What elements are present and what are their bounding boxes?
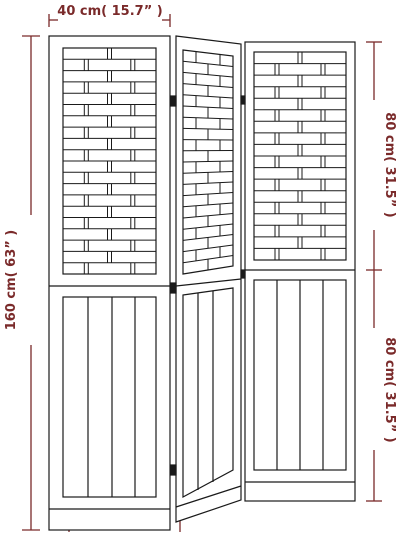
room-divider bbox=[49, 36, 355, 530]
upper-height-label: 80 cm( 31.5” ) bbox=[382, 112, 397, 218]
width-label: 40 cm( 15.7” ) bbox=[57, 4, 163, 19]
hinge-icon bbox=[171, 283, 176, 293]
panel-left bbox=[49, 36, 170, 530]
panel-right bbox=[245, 42, 355, 501]
hinge-icon bbox=[241, 96, 245, 104]
panel-middle-board-area bbox=[183, 288, 233, 497]
hinge-icon bbox=[241, 270, 245, 278]
hinge-icon bbox=[171, 96, 176, 106]
total-height-label: 160 cm( 63” ) bbox=[4, 229, 19, 331]
panel-middle bbox=[176, 36, 241, 522]
panel-left-weave bbox=[63, 48, 156, 274]
hinge-icon bbox=[171, 465, 176, 475]
lower-height-label: 80 cm( 31.5” ) bbox=[382, 337, 397, 443]
panel-left-board-area bbox=[63, 297, 156, 497]
